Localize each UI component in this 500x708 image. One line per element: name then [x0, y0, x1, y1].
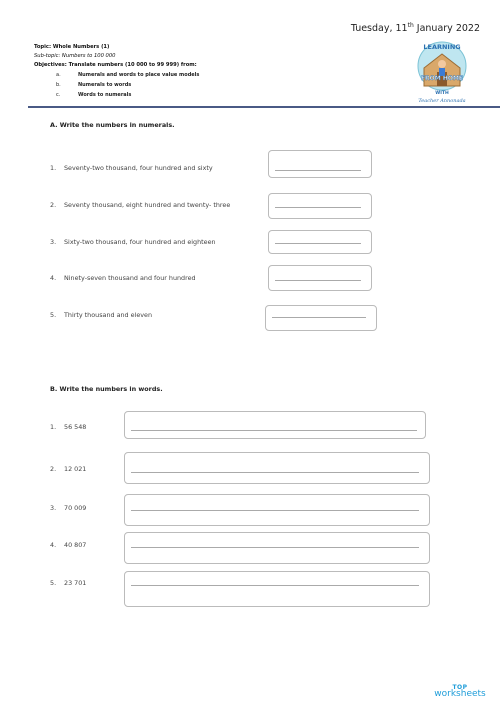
answer-box-a3[interactable] [268, 230, 372, 254]
objective-item: b. Numerals to words [56, 82, 132, 88]
objectives-line: Objectives: Translate numbers (10 000 to 99 999) from: [34, 62, 197, 68]
answer-box-b4[interactable] [124, 532, 430, 564]
footer-worksheets-text: worksheets [434, 689, 486, 699]
section-b-title: B. Write the numbers in words. [50, 385, 163, 393]
answer-box-b2[interactable] [124, 452, 430, 484]
answer-box-a1[interactable] [268, 150, 372, 178]
logo-text-1: LEARNING [423, 43, 461, 51]
question-b4: 4. 40 807 [50, 541, 87, 549]
objective-item: a. Numerals and words to place value models [56, 72, 200, 78]
topic-line: Topic: Whole Numbers (1) [34, 44, 110, 50]
logo-text-4: Teacher Annonada [418, 98, 466, 104]
section-a-title: A. Write the numbers in numerals. [50, 121, 175, 129]
logo-text-2: FROM HOME [420, 75, 464, 82]
header-divider [28, 106, 500, 108]
question-a5: 5. Thirty thousand and eleven [50, 311, 153, 319]
question-b1: 1. 56 548 [50, 423, 87, 431]
question-a1: 1. Seventy-two thousand, four hundred and sixty [50, 164, 213, 172]
question-b2: 2. 12 021 [50, 465, 87, 473]
question-b3: 3. 70 009 [50, 504, 87, 512]
answer-box-a2[interactable] [268, 193, 372, 219]
answer-box-a4[interactable] [268, 265, 372, 291]
logo-text-3: WITH [435, 91, 449, 96]
subtopic-line: Sub-topic: Numbers to 100 000 [34, 53, 116, 59]
answer-box-a5[interactable] [265, 305, 377, 331]
objective-item: c. Words to numerals [56, 92, 132, 98]
answer-box-b5[interactable] [124, 571, 430, 607]
question-a4: 4. Ninety-seven thousand and four hundred [50, 274, 196, 282]
worksheet-date: Tuesday, 11th January 2022 [350, 22, 480, 35]
answer-box-b1[interactable] [124, 411, 426, 439]
question-a2: 2. Seventy thousand, eight hundred and twenty- three [50, 201, 231, 209]
footer-top-text: TOP [452, 684, 468, 691]
learning-from-home-logo [410, 40, 474, 104]
question-a3: 3. Sixty-two thousand, four hundred and eighteen [50, 238, 216, 246]
question-b5: 5. 23 701 [50, 579, 87, 587]
answer-box-b3[interactable] [124, 494, 430, 526]
topworksheets-logo[interactable] [430, 684, 490, 699]
